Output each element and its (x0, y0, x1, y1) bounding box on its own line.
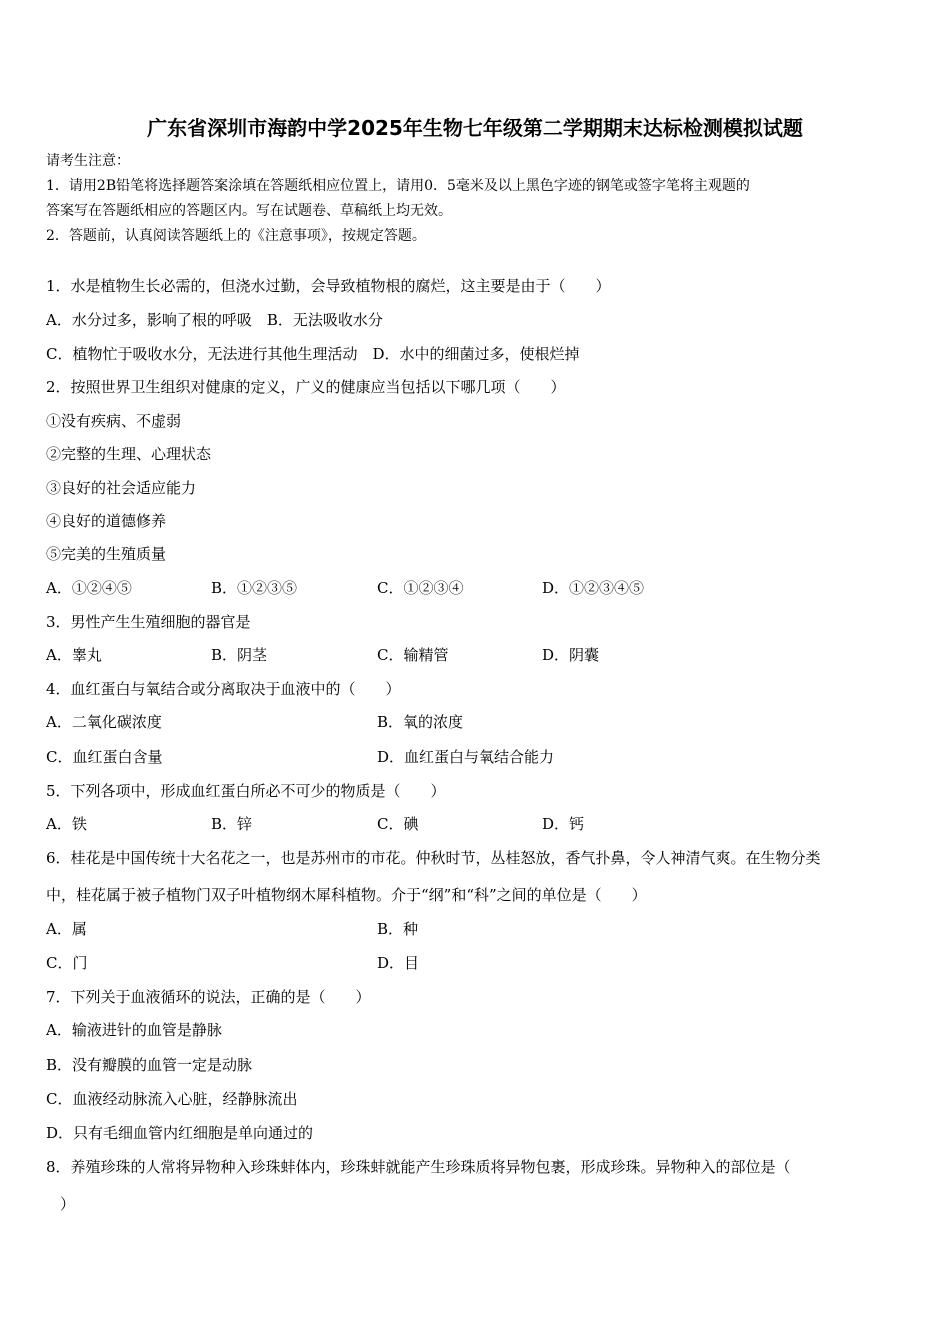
exam-title: 广东省深圳市海韵中学2025年生物七年级第二学期期末达标检测模拟试题 (147, 116, 803, 140)
question-7-option-b: B．没有瓣膜的血管一定是动脉 (46, 1056, 253, 1074)
question-4-stem: 4．血红蛋白与氧结合或分离取决于血液中的（ ） (46, 680, 401, 698)
question-1-options-ab: A．水分过多，影响了根的呼吸 B．无法吸收水分 (46, 311, 383, 329)
question-2-item: ②完整的生理、心理状态 (46, 445, 212, 463)
question-8-stem-line-1: 8．养殖珍珠的人常将异物种入珍珠蚌体内，珍珠蚌就能产生珍珠质将异物包裹，形成珍珠。异物种入的部位是（ (46, 1158, 791, 1176)
option-c: C．门 (46, 954, 88, 972)
question-5-stem: 5．下列各项中，形成血红蛋白所必不可少的物质是（ ） (46, 782, 446, 800)
option-a: A．睾丸 (46, 646, 102, 664)
question-2-stem: 2．按照世界卫生组织对健康的定义，广义的健康应当包括以下哪几项（ ） (46, 378, 566, 396)
option-c: C．①②③④ (377, 579, 464, 597)
question-7-option-a: A．输液进针的血管是静脉 (46, 1021, 222, 1039)
question-7-option-c: C．血液经动脉流入心脏，经静脉流出 (46, 1090, 298, 1108)
option-a: A．铁 (46, 815, 87, 833)
option-d: D．①②③④⑤ (542, 579, 645, 597)
option-d: D．血红蛋白与氧结合能力 (377, 748, 555, 766)
option-a: A．二氧化碳浓度 (46, 713, 162, 731)
question-2-item: ③良好的社会适应能力 (46, 479, 197, 497)
question-7-option-d: D．只有毛细血管内红细胞是单向通过的 (46, 1124, 314, 1142)
option-a: A．属 (46, 920, 87, 938)
question-1-stem: 1．水是植物生长必需的，但浇水过勤，会导致植物根的腐烂，这主要是由于（ ） (46, 277, 611, 295)
option-c: C．输精管 (377, 646, 449, 664)
option-b: B．种 (377, 920, 419, 938)
question-2-item: ④良好的道德修养 (46, 512, 167, 530)
question-3-stem: 3．男性产生生殖细胞的器官是 (46, 613, 251, 631)
notice-item-1-line-2: 答案写在答题纸相应的答题区内。写在试题卷、草稿纸上均无效。 (46, 203, 452, 219)
option-b: B．氧的浓度 (377, 713, 464, 731)
option-d: D．钙 (542, 815, 585, 833)
question-6-stem-line-2: 中，桂花属于被子植物门双子叶植物纲木犀科植物。介于“纲”和“科”之间的单位是（ ） (46, 886, 647, 904)
option-b: B．阴茎 (211, 646, 268, 664)
question-7-stem: 7．下列关于血液循环的说法，正确的是（ ） (46, 988, 371, 1006)
notice-heading: 请考生注意： (46, 153, 130, 169)
option-c: C．血红蛋白含量 (46, 748, 163, 766)
question-6-stem-line-1: 6．桂花是中国传统十大名花之一，也是苏州市的市花。仲秋时节，丛桂怒放，香气扑鼻，令人神清气爽。在生物分类 (46, 849, 821, 867)
option-b: B．锌 (211, 815, 253, 833)
option-c: C．碘 (377, 815, 419, 833)
question-8-stem-line-2: ） (60, 1195, 76, 1213)
option-b: B．①②③⑤ (211, 579, 298, 597)
notice-item-1-line-1: 1．请用2B铅笔将选择题答案涂填在答题纸相应位置上，请用0．5毫米及以上黑色字迹的钢笔或签字笔将主观题的 (46, 178, 750, 194)
option-a: A．①②④⑤ (46, 579, 132, 597)
question-2-item: ①没有疾病、不虚弱 (46, 412, 182, 430)
question-1-options-cd: C．植物忙于吸收水分，无法进行其他生理活动 D．水中的细菌过多，使根烂掉 (46, 345, 580, 363)
option-d: D．阴囊 (542, 646, 600, 664)
notice-item-2: 2．答题前，认真阅读答题纸上的《注意事项》，按规定答题。 (46, 228, 426, 244)
question-2-item: ⑤完美的生殖质量 (46, 545, 167, 563)
option-d: D．目 (377, 954, 420, 972)
